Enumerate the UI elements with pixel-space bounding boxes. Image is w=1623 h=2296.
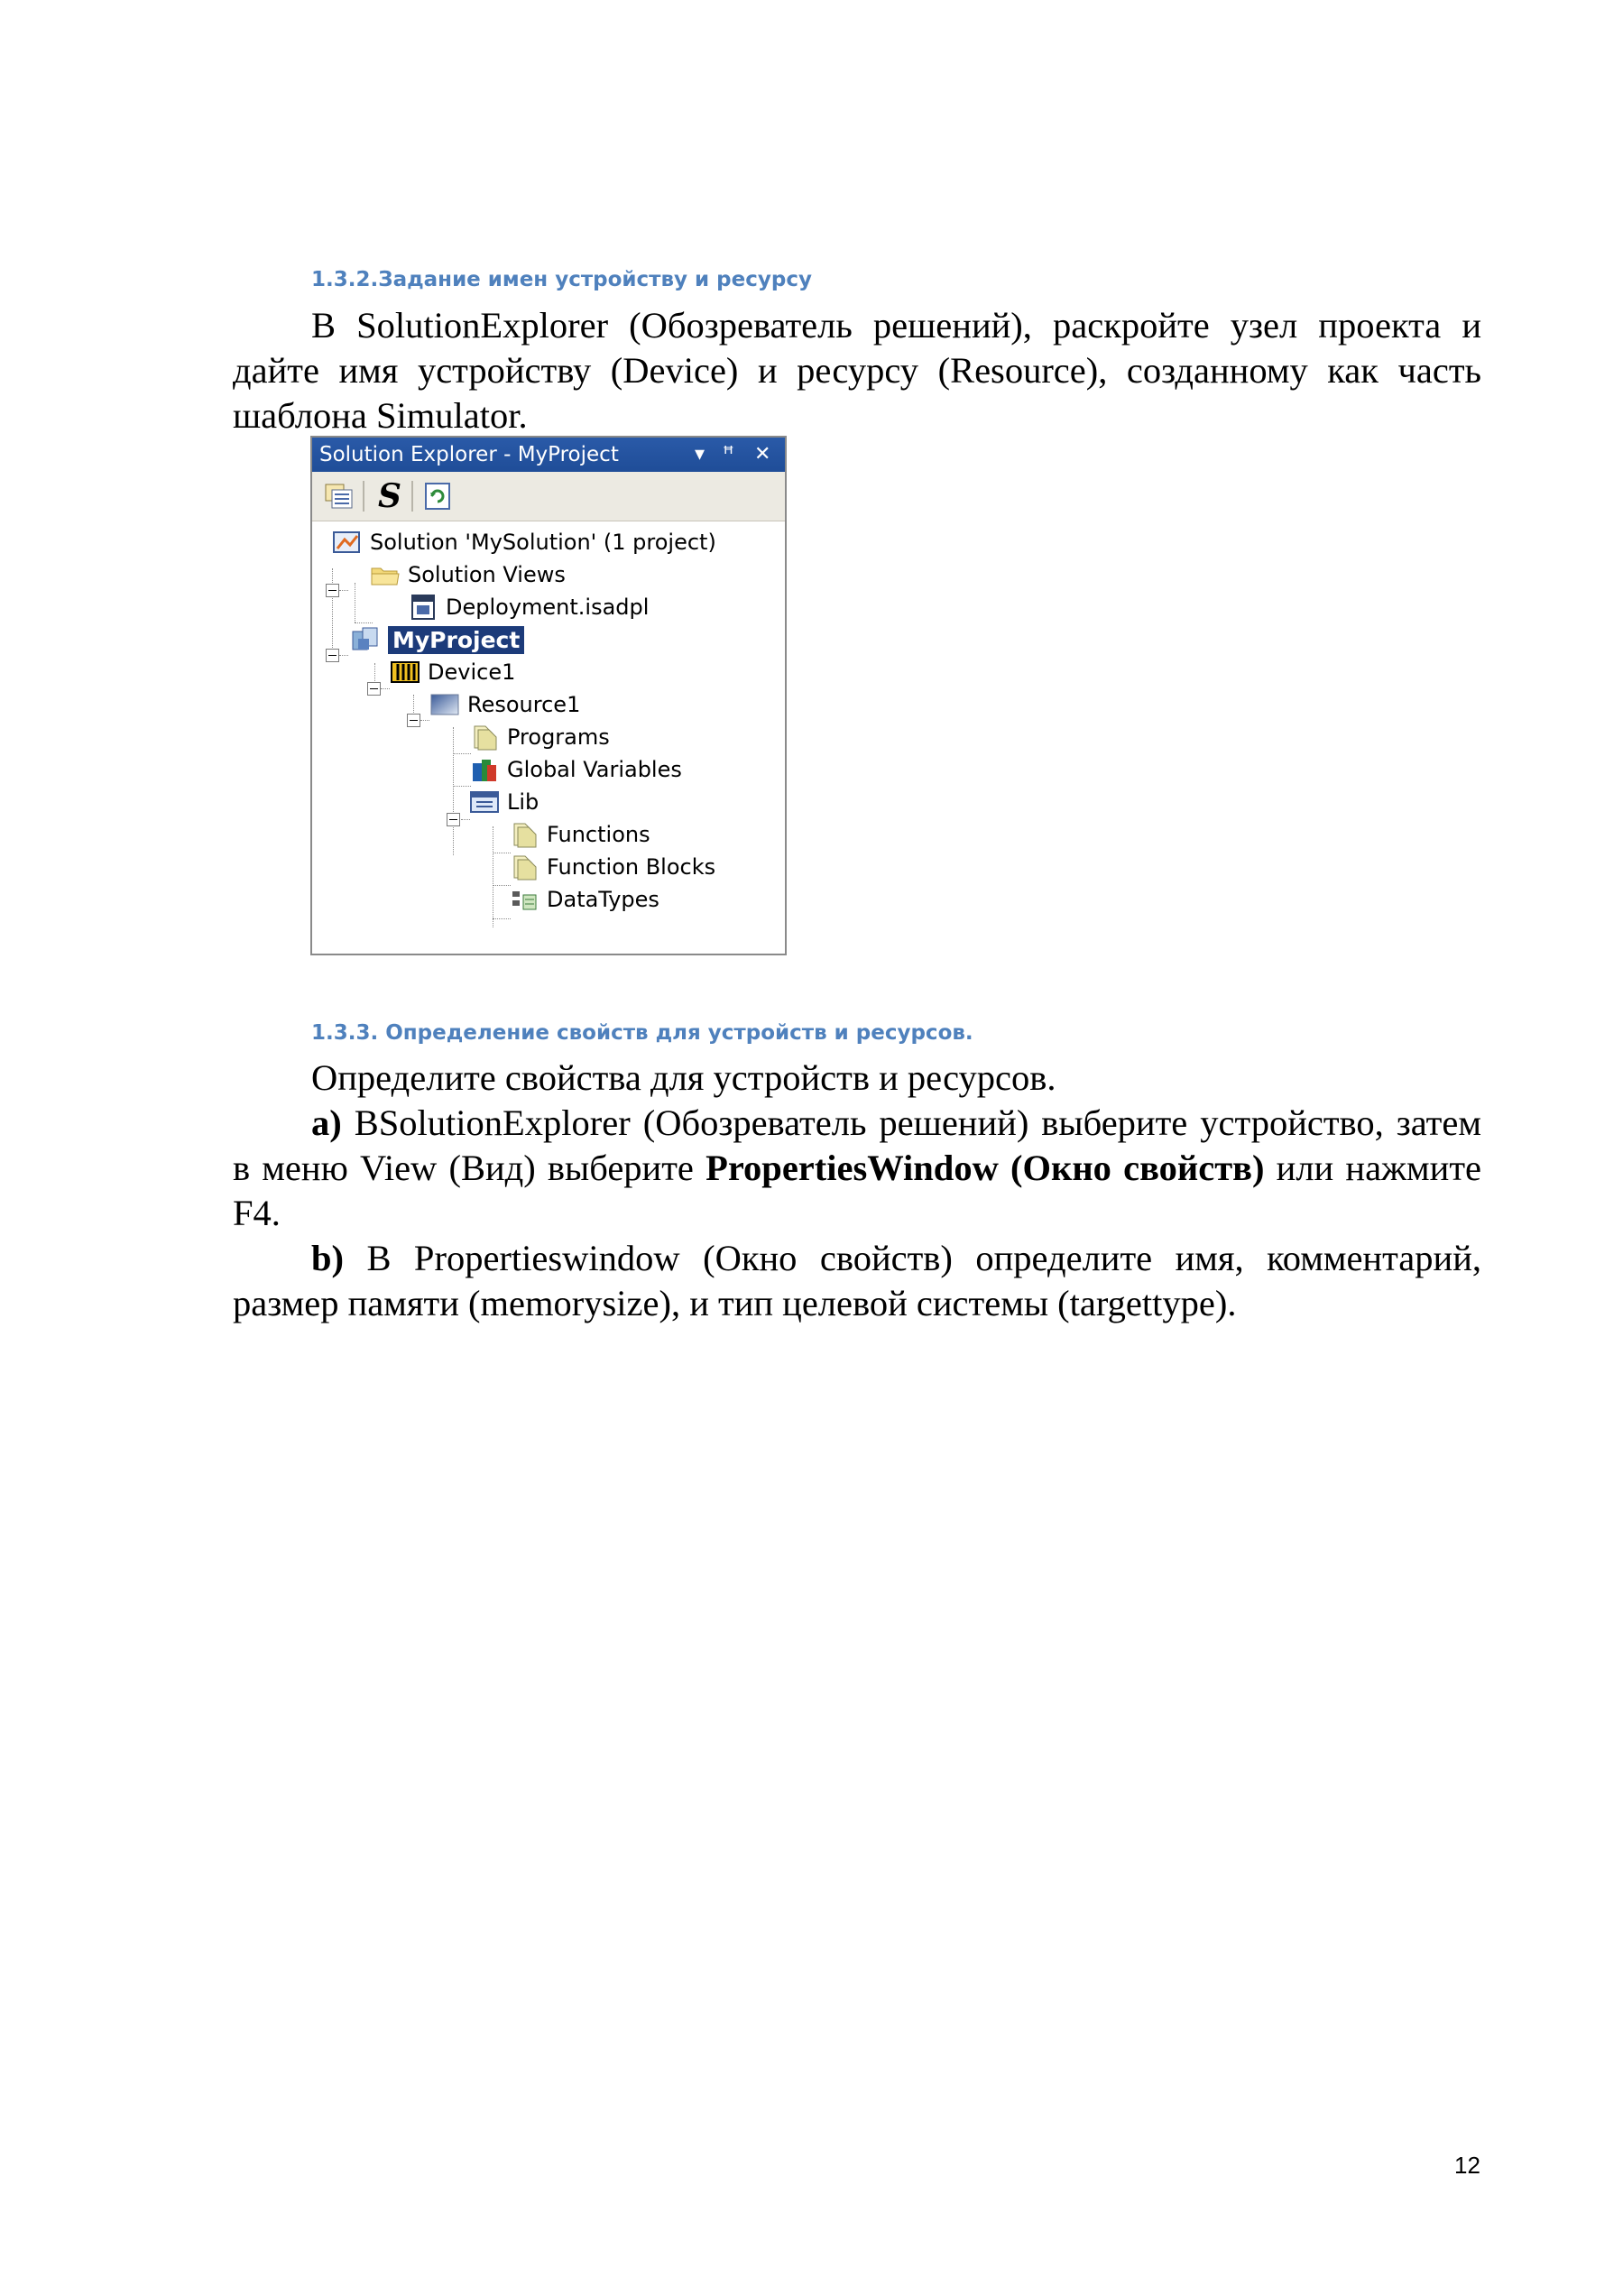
- tree-item-label: Functions: [547, 822, 650, 847]
- tree-item-resource1[interactable]: [429, 689, 580, 720]
- collapse-solution-views-toggle[interactable]: [326, 584, 339, 597]
- step-a-bold: PropertiesWindow (Окно свойств): [705, 1148, 1265, 1188]
- tree-item-label: Solution Views: [408, 562, 566, 587]
- folder-icon: [370, 561, 401, 588]
- tree-item-solution[interactable]: [332, 527, 716, 558]
- tree-item-function-blocks[interactable]: [509, 852, 715, 882]
- deployment-file-icon: [408, 594, 438, 621]
- solution-explorer-window: [310, 436, 787, 955]
- collapse-resource1-toggle[interactable]: [407, 714, 420, 727]
- tree-item-deployment[interactable]: [408, 592, 649, 622]
- solution-explorer-toolbar: [312, 472, 785, 521]
- collapse-lib-toggle[interactable]: [447, 813, 460, 826]
- library-icon: [469, 788, 500, 816]
- tree-item-label: Deployment.isadpl: [446, 595, 650, 620]
- tree-item-label: Lib: [507, 789, 539, 815]
- tree-item-solution-views[interactable]: [370, 559, 566, 590]
- tree-item-label: Programs: [507, 724, 610, 750]
- tree-item-label: Resource1: [467, 692, 581, 717]
- device-icon: [390, 659, 420, 686]
- step-a-text-1: BSolutionExplorer (Обозреватель решений) выберите устройство, затем в меню View (Вид) выберите: [233, 1102, 1481, 1188]
- step-b-text: В Propertieswindow (Окно свойств) определите имя, комментарий, размер памяти (memorysize), и тип целевой системы (targettype).: [233, 1238, 1481, 1323]
- section-heading-1-3-3: 1.3.3. Определение свойств для устройств и ресурсов.: [311, 1021, 973, 1045]
- properties-icon[interactable]: [323, 481, 355, 512]
- section-1-3-3-step-b: [233, 1236, 1481, 1326]
- tree-item-functions[interactable]: [509, 819, 650, 850]
- function-blocks-icon: [509, 853, 539, 881]
- solution-explorer-title: Solution Explorer - MyProject: [319, 443, 619, 466]
- step-b-label: b): [311, 1238, 345, 1278]
- tree-item-device1[interactable]: [390, 657, 515, 687]
- auto-hide-pin-icon[interactable]: ꟸ: [723, 443, 734, 466]
- tree-item-label: Function Blocks: [547, 854, 716, 880]
- tree-item-datatypes[interactable]: [509, 884, 659, 915]
- functions-icon: [509, 821, 539, 848]
- resource-icon: [429, 691, 460, 718]
- section-heading-1-3-2: 1.3.2.Задание имен устройству и ресурсу: [311, 268, 812, 291]
- tree-item-lib[interactable]: [469, 787, 539, 817]
- datatypes-icon: [509, 886, 539, 913]
- s-toolbar-button[interactable]: S: [378, 477, 401, 515]
- programs-icon: [469, 724, 500, 751]
- tree-item-label-selected: MyProject: [388, 626, 524, 654]
- window-position-dropdown-icon[interactable]: ▾: [695, 443, 705, 466]
- refresh-icon[interactable]: [422, 481, 455, 512]
- global-variables-icon: [469, 756, 500, 783]
- project-icon: [350, 626, 381, 653]
- tree-item-label: Device1: [428, 659, 516, 685]
- tree-item-label: Solution 'MySolution' (1 project): [370, 530, 716, 555]
- tree-item-label: DataTypes: [547, 887, 659, 912]
- tree-item-myproject[interactable]: [350, 624, 524, 655]
- solution-explorer-titlebar: [312, 438, 785, 472]
- step-a-text-2: или нажмите F4.: [233, 1148, 1482, 1233]
- tree-item-programs[interactable]: [469, 722, 610, 752]
- solution-tree: [312, 521, 785, 953]
- solution-icon: [332, 529, 363, 556]
- section-1-3-3-intro: Определите свойства для устройств и ресурсов.: [311, 1057, 1056, 1098]
- collapse-myproject-toggle[interactable]: [326, 649, 339, 662]
- tree-item-label: Global Variables: [507, 757, 682, 782]
- page-number: 12: [1454, 2152, 1480, 2179]
- section-1-3-2-paragraph: В SolutionExplorer (Обозреватель решений), раскройте узел проекта и дайте имя устройству (Device) и ресурсу (Resource), созданному как часть шаблона Simulator.: [233, 305, 1481, 436]
- tree-item-global-variables[interactable]: [469, 754, 682, 785]
- step-a-label: a): [311, 1102, 342, 1143]
- section-1-3-3-step-a: [233, 1101, 1481, 1236]
- collapse-device1-toggle[interactable]: [367, 682, 381, 696]
- close-icon[interactable]: ✕: [754, 443, 771, 466]
